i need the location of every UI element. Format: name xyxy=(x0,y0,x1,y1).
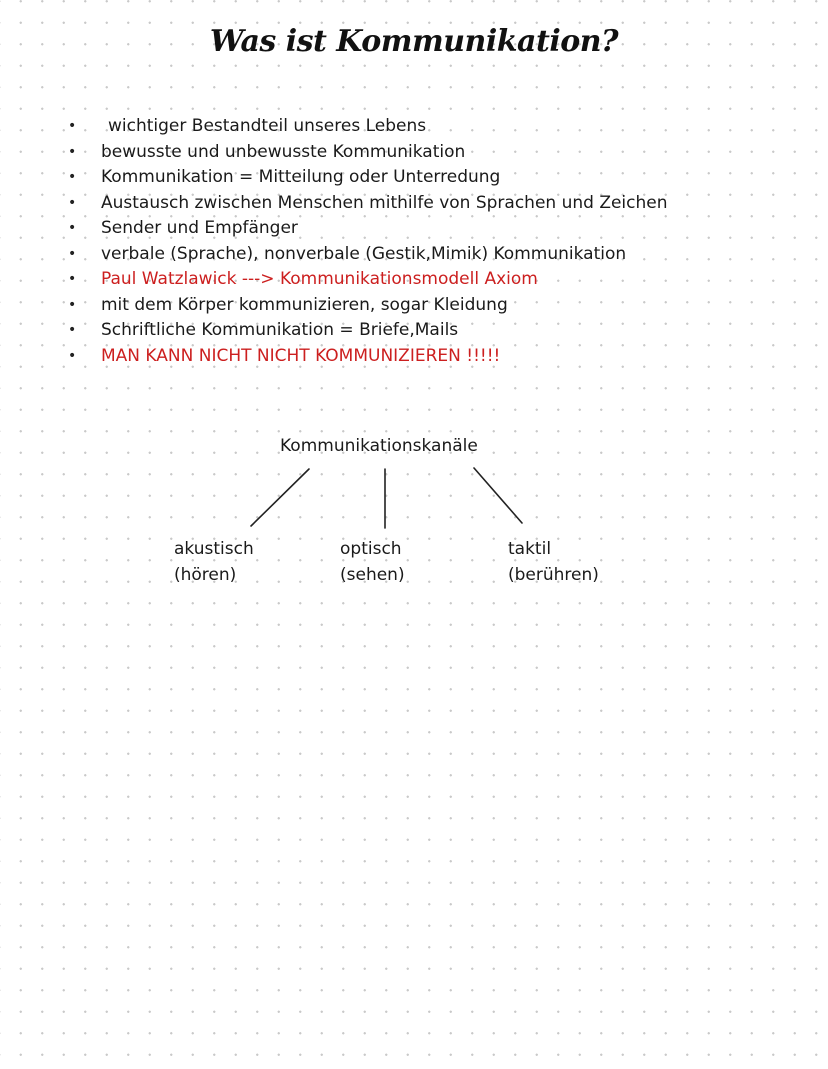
list-item-text: MAN KANN NICHT NICHT KOMMUNIZIEREN !!!!! xyxy=(101,345,501,366)
list-item xyxy=(60,242,668,268)
list-item-text: Kommunikation = Mitteilung oder Unterredung xyxy=(101,167,501,187)
list-item xyxy=(60,216,668,242)
list-item-highlight xyxy=(60,344,668,370)
list-item-text: Paul Watzlawick ---> Kommunikationsmodell Axiom xyxy=(101,269,538,289)
bullet-list xyxy=(60,114,668,369)
bullet-dot-icon: • xyxy=(68,118,77,134)
list-item-text: verbale (Sprache), nonverbale (Gestik,Mimik) Kommunikation xyxy=(101,243,627,264)
list-item-text: wichtiger Bestandteil unseres Lebens xyxy=(108,116,427,136)
bullet-dot-icon: • xyxy=(68,296,77,313)
list-item-text: bewusste und unbewusste Kommunikation xyxy=(101,141,466,162)
diagram-title: Kommunikationskanäle xyxy=(280,436,478,456)
bullet-dot-icon: • xyxy=(68,245,77,262)
channel-tactile xyxy=(508,536,599,588)
channel-name: taktil xyxy=(508,539,552,559)
list-item-text: Austausch zwischen Menschen mithilfe von Sprachen und Zeichen xyxy=(101,192,668,213)
list-item xyxy=(60,165,668,191)
channel-name: optisch xyxy=(340,539,402,559)
list-item xyxy=(60,114,668,140)
connector-line-left xyxy=(251,469,309,526)
list-item-text: Schriftliche Kommunikation = Briefe,Mails xyxy=(101,320,459,340)
channel-detail: (hören) xyxy=(174,565,237,585)
list-item xyxy=(60,140,668,166)
bullet-dot-icon: • xyxy=(68,194,77,211)
list-item-text: Sender und Empfänger xyxy=(101,218,298,238)
list-item-highlight xyxy=(60,267,668,293)
channel-detail: (sehen) xyxy=(340,565,405,585)
bullet-dot-icon: • xyxy=(68,347,77,364)
bullet-dot-icon: • xyxy=(68,220,77,236)
bullet-dot-icon: • xyxy=(68,143,77,160)
channel-name: akustisch xyxy=(174,539,254,559)
connector-line-right xyxy=(474,468,522,523)
list-item xyxy=(60,191,668,217)
page-title: Was ist Kommunikation? xyxy=(209,24,619,59)
bullet-dot-icon: • xyxy=(68,271,77,287)
channel-detail: (berühren) xyxy=(508,565,599,585)
channel-acoustic xyxy=(174,536,254,588)
bullet-dot-icon: • xyxy=(68,322,77,338)
channel-optical xyxy=(340,536,405,588)
list-item-text: mit dem Körper kommunizieren, sogar Kleidung xyxy=(101,294,508,315)
bullet-dot-icon: • xyxy=(68,169,77,185)
list-item xyxy=(60,318,668,344)
list-item xyxy=(60,293,668,319)
